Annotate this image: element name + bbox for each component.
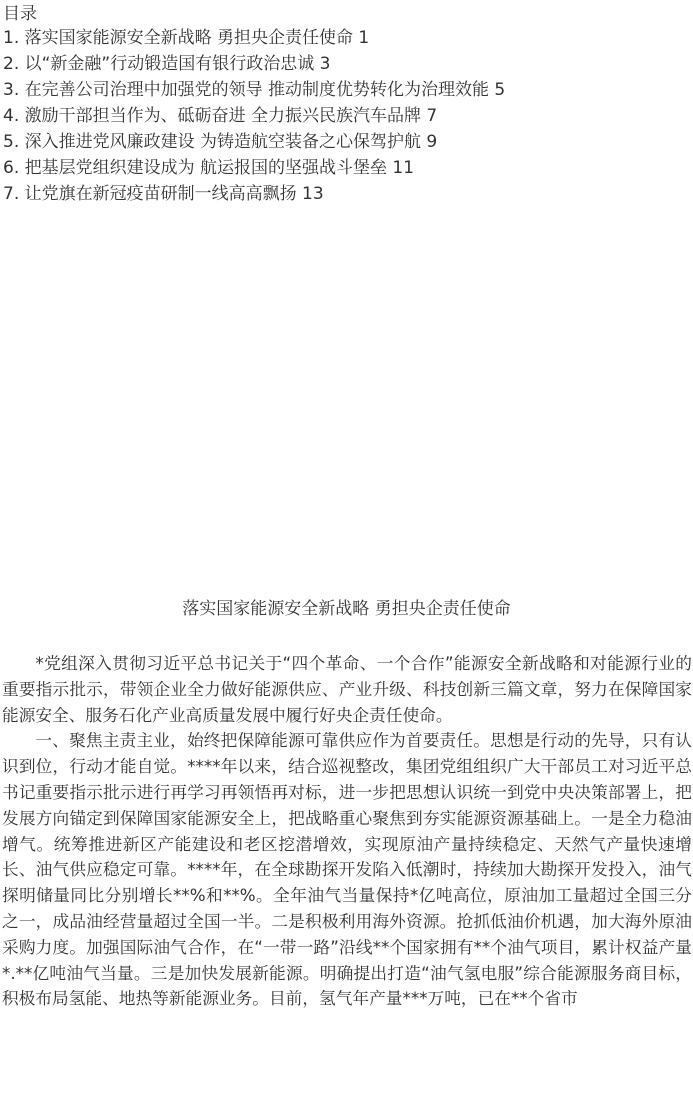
article-title: 落实国家能源安全新战略 勇担央企责任使命 (182, 599, 511, 619)
toc-item-5[interactable]: 5. 深入推进党风廉政建设 为铸造航空装备之心保驾护航 9 (3, 132, 438, 152)
toc-heading: 目录 (3, 4, 37, 24)
toc-item-6[interactable]: 6. 把基层党组织建设成为 航运报国的坚强战斗堡垒 11 (3, 158, 415, 178)
article-body (2, 651, 692, 1012)
article-paragraph-section-1: 一、聚焦主责主业，始终把保障能源可靠供应作为首要责任。思想是行动的先导，只有认识到位，行动才能自觉。****年以来，结合巡视整改，集团党组组织广大干部员工对习近平总书记重要指示批示进行再学习再领悟再对标，进一步把思想认识统一到党中央决策部署上，把发展方向锚定到保障国家能源安全上，把战略重心聚焦到夯实能源资源基础上。一是全力稳油增气。统筹推进新区产能建设和老区挖潜增效，实现原油产量持续稳定、天然气产量快速增长、油气供应稳定可靠。****年，在全球勘探开发陷入低潮时，持续加大勘探开发投入，油气探明储量同比分别增长**%和**%。全年油气当量保持*亿吨高位，原油加工量超过全国三分之一，成品油经营量超过全国一半。二是积极利用海外资源。抢抓低油价机遇，加大海外原油采购力度。加强国际油气合作，在“一带一路”沿线**个国家拥有**个油气项目，累计权益产量*.**亿吨油气当量。三是加快发展新能源。明确提出打造“油气氢电服”综合能源服务商目标，积极布局氢能、地热等新能源业务。目前，氢气年产量***万吨，已在**个省市 (2, 730, 692, 1009)
toc-item-2[interactable]: 2. 以“新金融”行动锻造国有银行政治忠诚 3 (3, 54, 331, 74)
toc-item-3[interactable]: 3. 在完善公司治理中加强党的领导 推动制度优势转化为治理效能 5 (3, 80, 506, 100)
toc-item-7[interactable]: 7. 让党旗在新冠疫苗研制一线高高飘扬 13 (3, 184, 324, 204)
toc-item-1[interactable]: 1. 落实国家能源安全新战略 勇担央企责任使命 1 (3, 28, 370, 48)
table-of-contents (3, 3, 689, 207)
toc-item-4[interactable]: 4. 激励干部担当作为、砥砺奋进 全力振兴民族汽车品牌 7 (3, 106, 438, 126)
article-paragraph-intro: *党组深入贯彻习近平总书记关于“四个革命、一个合作”能源安全新战略和对能源行业的重要指示批示，带领企业全力做好能源供应、产业升级、科技创新三篇文章，努力在保障国家能源安全、服务石化产业高质量发展中履行好央企责任使命。 (2, 653, 692, 725)
